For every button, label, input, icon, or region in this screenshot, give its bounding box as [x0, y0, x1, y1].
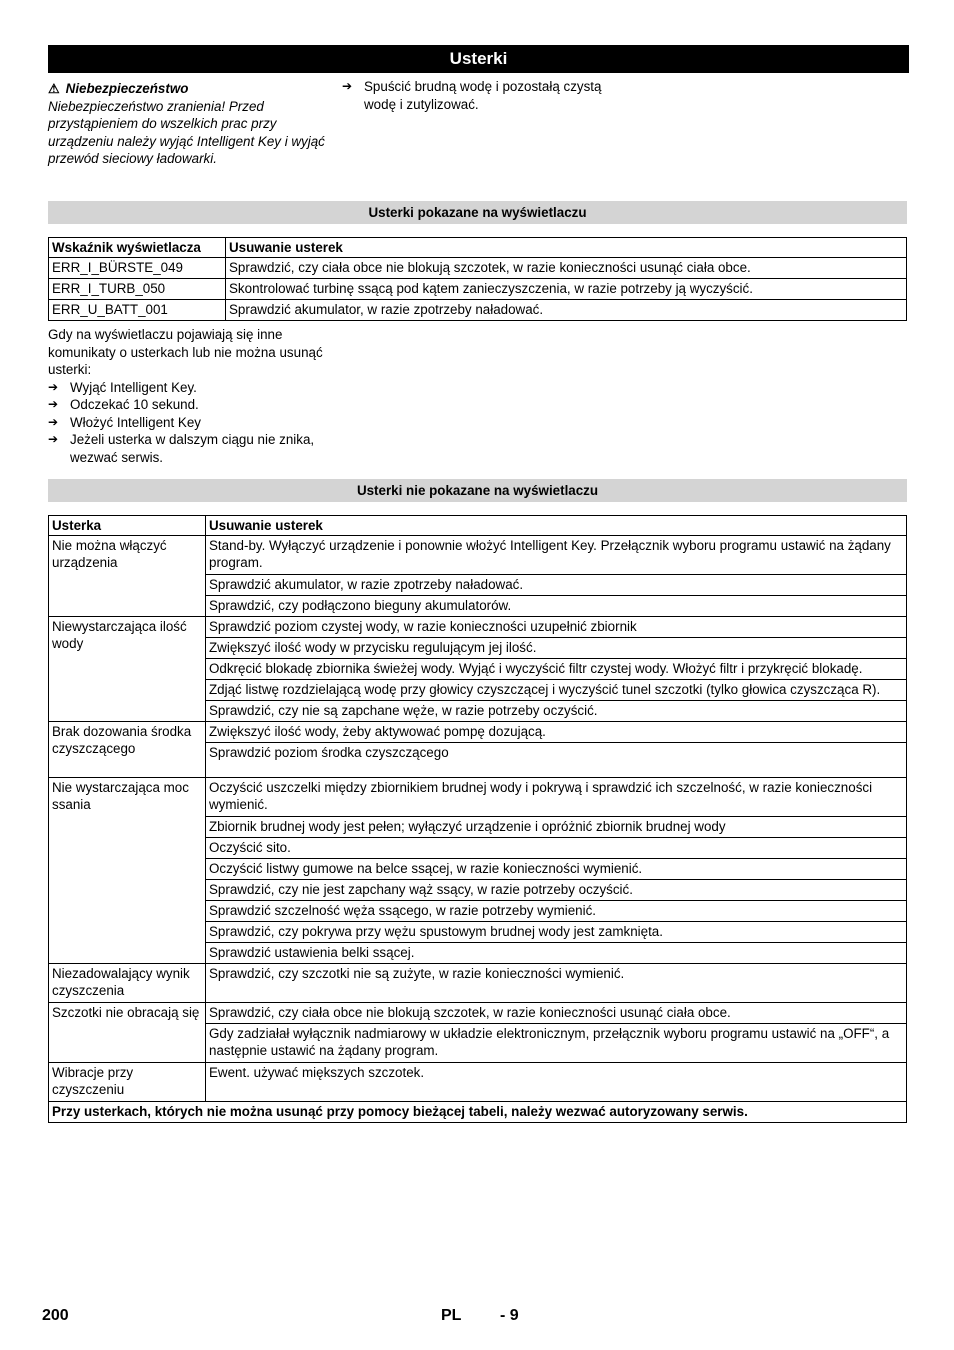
table-row [49, 278, 907, 299]
remedy: Zwiększyć ilość wody, żeby aktywować pompę dozującą. [206, 721, 907, 742]
remedy: Sprawdzić, czy szczotki nie są zużyte, w razie konieczności wymienić. [206, 963, 907, 1002]
other-messages-block [48, 326, 328, 466]
remedy: Sprawdzić akumulator, w razie zpotrzeby naładować. [206, 574, 907, 595]
arrow-right-icon: ➔ [48, 432, 59, 446]
remedy: Sprawdzić, czy ciała obce nie blokują szczotek, w razie konieczności usunąć ciała obce. [226, 257, 907, 278]
column-header-fault: Usterka [49, 516, 206, 536]
arrow-right-icon: ➔ [342, 79, 353, 93]
arrow-right-icon: ➔ [48, 397, 59, 411]
remedy: Sprawdzić, czy podłączono bieguny akumulatorów. [206, 595, 907, 616]
table-row [49, 721, 907, 742]
remedy: Sprawdzić akumulator, w razie zpotrzeby naładować. [226, 299, 907, 320]
arrow-right-icon: ➔ [48, 379, 59, 394]
fault-cell: Wibracje przy czyszczeniu [49, 1062, 206, 1101]
danger-text: Niebezpieczeństwo zranienia! Przed przystąpieniem do wszelkich prac przy urządzeniu należy wyjąć Intelligent Key i wyjąć przewód sieciowy ładowarki. [48, 98, 325, 166]
danger-notice [48, 80, 328, 168]
display-faults-table [48, 237, 907, 321]
section-nondisplay-faults-title: Usterki nie pokazane na wyświetlaczu [48, 479, 907, 502]
remedy: Sprawdzić, czy nie są zapchane węże, w razie potrzeby oczyścić. [206, 700, 907, 721]
table-row [49, 535, 907, 574]
service-footnote: Przy usterkach, których nie można usunąć przy pomocy bieżącej tabeli, należy wezwać autoryzowany serwis. [49, 1101, 907, 1122]
danger-title [48, 80, 328, 98]
fault-cell: Niezadowalający wynik czyszczenia [49, 963, 206, 1002]
danger-title-text: Niebezpieczeństwo [65, 81, 189, 96]
table-row [49, 1002, 907, 1023]
table-row [49, 963, 907, 1002]
error-code: ERR_I_BÜRSTE_049 [49, 257, 226, 278]
step-text: Wyjąć Intelligent Key. [70, 379, 197, 395]
remedy: Sprawdzić, czy nie jest zapchany wąż ssący, w razie potrzeby oczyścić. [206, 879, 907, 900]
remedy: Oczyścić uszczelki między zbiornikiem brudnej wody i pokrywą i sprawdzić ich szczelność, w razie konieczności wymienić. [206, 777, 907, 816]
list-item [48, 414, 328, 432]
step-text: Jeżeli usterka w dalszym ciągu nie znika, wezwać serwis. [70, 432, 315, 465]
table-header-row [49, 516, 907, 536]
other-messages-intro: Gdy na wyświetlaczu pojawiają się inne komunikaty o usterkach lub nie można usunąć usterki: [48, 327, 323, 377]
step-text: Odczekać 10 sekund. [70, 397, 199, 412]
table-row [49, 616, 907, 637]
table-row [49, 777, 907, 816]
warning-triangle-icon: ⚠ [48, 81, 60, 96]
step-text: Włożyć Intelligent Key [70, 414, 201, 430]
remedy: Zdjąć listwę rozdzielającą wodę przy głowicy czyszczącej i wyczyścić tunel szczotki (tylko głowica czyszcząca R). [206, 679, 907, 700]
page-number: 200 [42, 1307, 69, 1324]
column-header-remedy: Usuwanie usterek [226, 238, 907, 258]
section-display-faults-title: Usterki pokazane na wyświetlaczu [48, 201, 907, 224]
remedy: Oczyścić sito. [206, 837, 907, 858]
error-code: ERR_I_TURB_050 [49, 278, 226, 299]
remedy: Stand-by. Wyłączyć urządzenie i ponownie włożyć Intelligent Key. Przełącznik wyboru programu ustawić na żądany program. [206, 535, 907, 574]
remedy: Sprawdzić ustawienia belki ssącej. [206, 942, 907, 963]
page-title: Usterki [48, 45, 909, 73]
fault-cell: Brak dozowania środka czyszczącego [49, 721, 206, 777]
list-item [48, 396, 328, 414]
remedy: Zwiększyć ilość wody w przycisku regulującym jej ilość. [206, 637, 907, 658]
drain-water-text: Spuścić brudną wodę i pozostałą czystą wodę i zutylizować. [364, 79, 602, 112]
remedy: Gdy zadziałał wyłącznik nadmiarowy w układzie elektronicznym, przełącznik wyboru programu ustawić na „OFF“, a następnie ustawić na żądany program. [206, 1023, 907, 1062]
language-code: PL [441, 1307, 462, 1324]
list-item [48, 379, 328, 397]
drain-water-step [342, 78, 617, 113]
remedy: Sprawdzić, czy pokrywa przy wężu spustowym brudnej wody jest zamknięta. [206, 921, 907, 942]
arrow-right-icon: ➔ [48, 414, 59, 429]
table-row [49, 1062, 907, 1101]
table-footnote-row [49, 1101, 907, 1122]
table-row [49, 257, 907, 278]
remedy: Ewent. używać miększych szczotek. [206, 1062, 907, 1101]
table-header-row [49, 238, 907, 258]
fault-cell: Niewystarczająca ilość wody [49, 616, 206, 721]
nondisplay-faults-table [48, 515, 907, 1123]
remedy: Sprawdzić szczelność węża ssącego, w razie potrzeby wymienić. [206, 900, 907, 921]
table-row [49, 299, 907, 320]
remedy: Sprawdzić, czy ciała obce nie blokują szczotek, w razie konieczności usunąć ciała obce. [206, 1002, 907, 1023]
sub-page-number: - 9 [500, 1307, 519, 1324]
remedy: Sprawdzić poziom czystej wody, w razie konieczności uzupełnić zbiornik [206, 616, 907, 637]
fault-cell: Szczotki nie obracają się [49, 1002, 206, 1062]
list-item [48, 431, 328, 466]
column-header-indicator: Wskaźnik wyświetlacza [49, 238, 226, 258]
error-code: ERR_U_BATT_001 [49, 299, 226, 320]
fault-cell: Nie wystarczająca moc ssania [49, 777, 206, 963]
remedy: Odkręcić blokadę zbiornika świeżej wody. Wyjąć i wyczyścić filtr czystej wody. Włożyć filtr i przykręcić blokadę. [206, 658, 907, 679]
remedy: Skontrolować turbinę ssącą pod kątem zanieczyszczenia, w razie potrzeby ją wyczyścić. [226, 278, 907, 299]
remedy: Oczyścić listwy gumowe na belce ssącej, w razie konieczności wymienić. [206, 858, 907, 879]
remedy: Sprawdzić poziom środka czyszczącego [206, 742, 907, 777]
fault-cell: Nie można włączyć urządzenia [49, 535, 206, 616]
column-header-remedy: Usuwanie usterek [206, 516, 907, 536]
remedy: Zbiornik brudnej wody jest pełen; wyłączyć urządzenie i opróżnić zbiornik brudnej wody [206, 816, 907, 837]
